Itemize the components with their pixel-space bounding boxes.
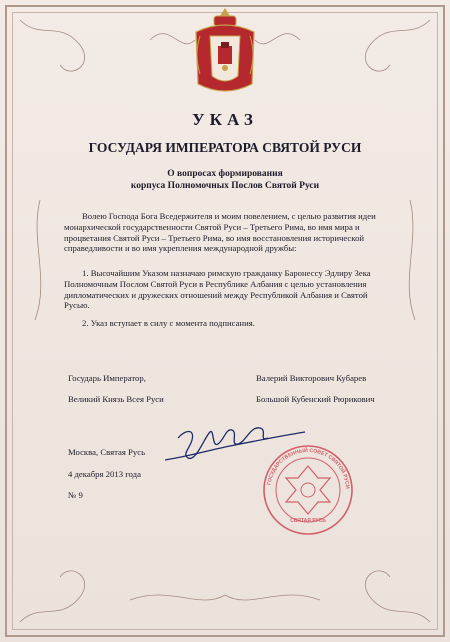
document-title: УКАЗ: [192, 110, 258, 129]
paragraph-appointment: 1. Высочайшим Указом назначаю римскую гражданку Баронессу Эдлиру Зека Полномочным Послом Святой Руси в Республике Албания с целью установления дипломатических и дружеских отношений между Республикой Албания и Святой Русью.: [64, 268, 371, 311]
signing-place: Москва, Святая Русь: [68, 447, 146, 457]
document-topic: [0, 168, 450, 192]
signer-name: Валерий Викторович Кубарев: [256, 373, 367, 383]
decree-number: № 9: [68, 490, 83, 500]
coat-of-arms-icon: [190, 4, 260, 100]
signer-title-2: Великий Князь Всея Руси: [68, 394, 164, 404]
topic-line-1: О вопросах формирования: [167, 169, 283, 179]
seal-bottom-text: СВЯТАЯ РУСЬ: [290, 518, 326, 524]
topic-line-2: корпуса Полномочных Послов Святой Руси: [130, 181, 320, 191]
handwritten-signature: [160, 408, 310, 478]
signing-date: 4 декабря 2013 года: [68, 469, 141, 479]
seal-ring-text: ГОСУДАРСТВЕННЫЙ СОВЕТ СВЯТОЙ РУСИ: [266, 447, 351, 489]
paragraph-preamble: Волею Господа Бога Вседержителя и моим повелением, с целью развития идеи монархической государственности Святой Руси – Третьего Рима, во имя мира и процветания Святой Руси – Третьего Рима, во имя восстановления исторической справедливости и во имя укрепления международной дружбы:: [64, 211, 376, 254]
signer-rank: Большой Кубенский Рюрикович: [256, 394, 375, 404]
paragraph-effective: 2. Указ вступает в силу с момента подписания.: [82, 318, 255, 328]
document-subtitle: ГОСУДАРЯ ИМПЕРАТОРА СВЯТОЙ РУСИ: [88, 140, 362, 155]
signer-title-1: Государь Император,: [68, 373, 146, 383]
